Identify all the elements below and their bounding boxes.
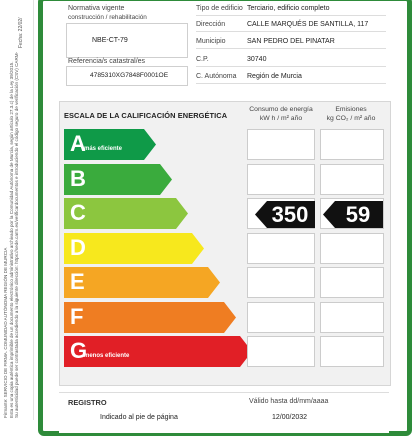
- emisiones-value: 59: [345, 202, 371, 227]
- field-value-autonoma: Región de Murcia: [247, 73, 302, 80]
- class-bar-b: [64, 164, 172, 195]
- consumo-value: 350: [271, 202, 309, 227]
- field-label-municipio: Municipio: [196, 38, 226, 45]
- class-subtitle: más eficiente: [84, 146, 123, 152]
- emisiones-cell: [320, 233, 384, 264]
- field-divider: [196, 83, 386, 84]
- consumo-cell: [247, 233, 315, 264]
- class-letter: C: [70, 200, 86, 225]
- class-letter: E: [70, 269, 85, 294]
- side-line-3: Su autenticidad puede ser contrastada accediendo a la siguiente dirección: https://sede.carm.es/verificardocumentos e introduciendo el código seguro de verificación (CSV) CARM-: [14, 51, 20, 418]
- class-letter: G: [70, 338, 88, 363]
- side-line-2: Esta es una copia auténtica imprimible de un documento electrónico administrativo archivado por la Comunidad Autónoma de Murcia, según artículo 27.3.c) de la Ley 39/2015.: [8, 61, 14, 418]
- rating-scale-title: ESCALA DE LA CALIFICACIÓN ENERGÉTICA: [64, 111, 228, 120]
- emisiones-cell: [320, 164, 384, 195]
- consumo-header-line1: Consumo de energía: [249, 106, 313, 113]
- field-divider: [196, 66, 386, 67]
- field-label-direccion: Dirección: [196, 21, 226, 28]
- consumo-pointer: [255, 201, 315, 228]
- field-value-tipo: Terciario, edificio completo: [247, 5, 330, 12]
- normativa-value: NBE-CT-79: [92, 37, 128, 44]
- class-letter: F: [70, 304, 84, 329]
- class-bar-d: [64, 233, 204, 264]
- normativa-sublabel: construcción / rehabilitación: [68, 14, 147, 21]
- side-legal-text: [3, 0, 31, 420]
- class-bar-a: [64, 129, 156, 160]
- emisiones-header-line2: kg CO₂ / m² año: [326, 115, 376, 122]
- consumo-header-line2: kW h / m² año: [259, 115, 303, 122]
- consumo-cell: [247, 129, 315, 160]
- emisiones-header-line1: Emisiones: [335, 106, 367, 113]
- valido-label: Válido hasta dd/mm/aaaa: [249, 398, 329, 405]
- field-divider: [196, 15, 386, 16]
- consumo-cell: [247, 164, 315, 195]
- consumo-cell: [247, 302, 315, 333]
- class-bar-c: [64, 198, 188, 229]
- class-arrow-shape: [64, 267, 220, 298]
- side-legal-strip: [0, 0, 34, 420]
- class-letter: B: [70, 166, 86, 191]
- class-letter: D: [70, 235, 86, 260]
- field-value-municipio: SAN PEDRO DEL PINATAR: [247, 38, 335, 45]
- class-bar-e: [64, 267, 220, 298]
- valido-value: 12/00/2032: [272, 414, 308, 421]
- field-value-direccion: CALLE MARQUÉS DE SANTILLA, 117: [247, 21, 369, 28]
- emisiones-cell: [320, 267, 384, 298]
- class-letter: A: [70, 131, 86, 156]
- field-label-cp: C.P.: [196, 56, 209, 63]
- consumo-cell: [247, 336, 315, 367]
- field-divider: [196, 31, 386, 32]
- field-divider: [196, 48, 386, 49]
- class-arrow-shape: [64, 302, 236, 333]
- ref-catastral-value: 4785310XG7848F0001OE: [90, 72, 169, 79]
- registro-label: REGISTRO: [68, 398, 107, 407]
- side-fecha: Fecha: 22/02/: [18, 17, 24, 48]
- field-value-cp: 30740: [247, 56, 267, 63]
- normativa-label: Normativa vigente: [68, 5, 125, 12]
- field-label-autonoma: C. Autónoma: [196, 73, 237, 80]
- emisiones-cell: [320, 129, 384, 160]
- registro-value: Indicado al pie de página: [100, 414, 178, 421]
- field-label-tipo: Tipo de edificio: [196, 5, 243, 12]
- emisiones-pointer: [323, 201, 383, 228]
- class-bar-g: [64, 336, 252, 367]
- emisiones-cell: [320, 336, 384, 367]
- consumo-cell: [247, 267, 315, 298]
- class-subtitle: menos eficiente: [84, 353, 130, 359]
- ref-catastral-label: Referencia/s catastral/es: [68, 58, 146, 65]
- side-line-1: Firmante: SERVICIO DE FIRMA. COMUNIDAD AUTÓNOMA REGIÓN DE MURCIA: [3, 247, 8, 418]
- emisiones-cell: [320, 302, 384, 333]
- class-bar-f: [64, 302, 236, 333]
- registro-section: [59, 392, 389, 433]
- class-arrow-shape: [64, 336, 252, 367]
